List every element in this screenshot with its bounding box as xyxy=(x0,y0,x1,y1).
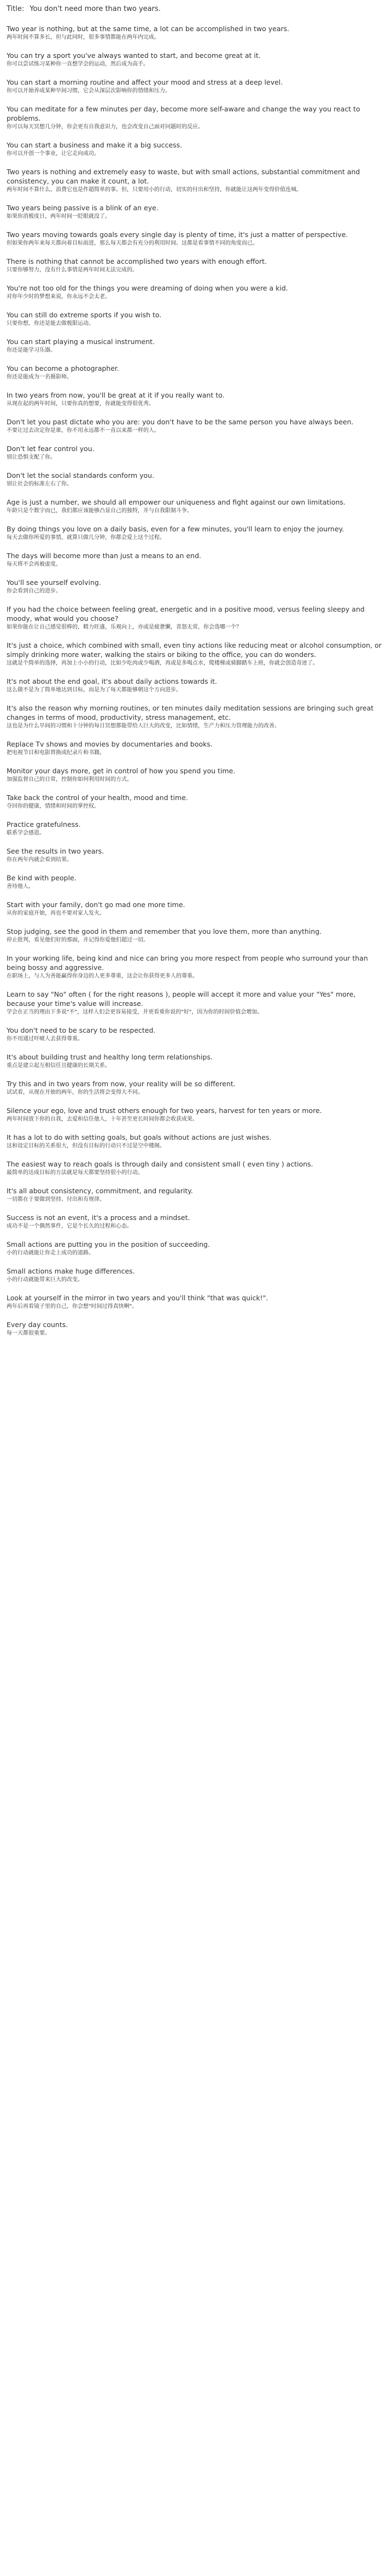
english-sentence: Don't let fear control you. xyxy=(7,445,95,453)
english-sentence: Age is just a number, we should all empower our uniqueness and fight against our own limitations. xyxy=(7,498,346,506)
paragraph xyxy=(7,1293,385,1311)
paragraph xyxy=(7,471,385,488)
paragraph xyxy=(7,524,385,542)
paragraph xyxy=(7,310,385,328)
chinese-translation: 你可以尝试练习某种你一直想学会的运动，然后成为高手。 xyxy=(7,61,149,67)
paragraph xyxy=(7,104,385,131)
paragraph xyxy=(7,793,385,810)
english-sentence: Be kind with people. xyxy=(7,874,77,882)
english-sentence: Small actions are putting you in the position of succeeding. xyxy=(7,1240,210,1248)
paragraph xyxy=(7,444,385,461)
paragraph xyxy=(7,78,385,95)
english-sentence: If you had the choice between feeling great, energetic and in a positive mood, versus feeling sleepy and moody, what would you choose? xyxy=(7,605,365,623)
english-sentence: Don't let the social standards conform you. xyxy=(7,471,155,479)
chinese-translation: 停止批判，看见他们好的那面，并记得你爱他们超过一切。 xyxy=(7,937,149,943)
english-sentence: Replace Tv shows and movies by documentaries and books. xyxy=(7,740,213,748)
chinese-translation: 这和设定目标的关系很大，但没有目标的行动只不过是空中楼阁。 xyxy=(7,1143,165,1149)
english-sentence: Stop judging, see the good in them and remember that you love them, more than anything. xyxy=(7,927,322,935)
english-sentence: There is nothing that cannot be accomplished two years with enough effort. xyxy=(7,257,267,265)
english-sentence: The easiest way to reach goals is through daily and consistent small ( even tiny ) actions. xyxy=(7,1160,313,1168)
paragraph xyxy=(7,927,385,944)
english-sentence: You can start playing a musical instrument. xyxy=(7,337,155,346)
english-sentence: Two years is nothing and extremely easy to waste, but with small actions, substantial commitment and consistency, you can make it count, a lot. xyxy=(7,168,360,185)
english-sentence: Two year is nothing, but at the same time, a lot can be accomplished in two years. xyxy=(7,25,290,33)
english-sentence: Take back the control of your health, mood and time. xyxy=(7,793,188,802)
english-sentence: Practice gratefulness. xyxy=(7,820,81,828)
english-sentence: In your working life, being kind and nice can bring you more respect from people who surround your than being bossy and aggressive. xyxy=(7,954,368,972)
article xyxy=(7,4,385,1347)
english-sentence: Two years being passive is a blink of an eye. xyxy=(7,204,159,212)
english-sentence: Don't let you past dictate who you are: you don't have to be the same person you have always been. xyxy=(7,418,354,426)
paragraph xyxy=(7,739,385,757)
chinese-translation: 你会看到自己的进步。 xyxy=(7,588,61,594)
english-sentence: It's just a choice, which combined with small, even tiny actions like reducing meat or alcohol consumption, or simply drinking more water, walking the stairs or biking to the office, you can do wonders. xyxy=(7,641,382,659)
title-label: Title: xyxy=(7,5,25,13)
chinese-translation: 如果你消极度日，两年时间一眨眼就没了。 xyxy=(7,214,110,220)
english-sentence: It's also the reason why morning routines, or ten minutes daily meditation sessions are bringing such great changes in terms of mood, productivity, stress management, etc. xyxy=(7,704,374,721)
english-sentence: You can still do extreme sports if you wish to. xyxy=(7,311,162,319)
paragraph xyxy=(7,1026,385,1043)
paragraph xyxy=(7,677,385,694)
english-sentence: It's not about the end goal, it's about daily actions towards it. xyxy=(7,677,217,685)
paragraph xyxy=(7,551,385,569)
article-title xyxy=(7,4,385,14)
paragraph xyxy=(7,337,385,354)
chinese-translation: 只要你想，你还是能去做极限运动。 xyxy=(7,321,94,327)
english-sentence: Look at yourself in the mirror in two years and you'll think "that was quick!". xyxy=(7,1294,268,1302)
english-sentence: Learn to say "No" often ( for the right reasons ), people will accept it more and value your "Yes" more, because your time's value will increase. xyxy=(7,990,356,1008)
paragraph xyxy=(7,1106,385,1123)
paragraph xyxy=(7,390,385,408)
paragraph xyxy=(7,1320,385,1337)
paragraph xyxy=(7,990,385,1016)
english-sentence: You can start a morning routine and affect your mood and stress at a deep level. xyxy=(7,78,283,86)
english-sentence: You can become a photographer. xyxy=(7,364,119,372)
english-sentence: Small actions make huge differences. xyxy=(7,1267,135,1275)
paragraph-list xyxy=(7,24,385,1337)
title-text: You don't need more than two years. xyxy=(30,5,161,13)
paragraph xyxy=(7,1240,385,1257)
paragraph xyxy=(7,1186,385,1204)
paragraph xyxy=(7,283,385,301)
chinese-translation: 这么做不是为了简单地达到目标，而是为了每天都能够朝这个方向进步。 xyxy=(7,687,182,693)
chinese-translation: 夺回你的健康，情绪和时间的掌控权。 xyxy=(7,803,100,809)
chinese-translation: 最简单的达成目标的方法就是每天都要坚持很小的行动。 xyxy=(7,1170,143,1176)
chinese-translation: 你可以开创一个事业，让它走向成功。 xyxy=(7,151,100,157)
chinese-translation: 不要让过去决定你是谁，你不用永远都不一直以来都一样的人。 xyxy=(7,428,160,434)
paragraph xyxy=(7,203,385,221)
english-sentence: You can start a business and make it a big success. xyxy=(7,141,183,149)
english-sentence: It's all about consistency, commitment, and regularity. xyxy=(7,1187,193,1195)
chinese-translation: 你可以开始养成某种早间习惯，它会从深层次影响你的情绪和压力。 xyxy=(7,88,171,94)
chinese-translation: 成功不是一个偶然事件，它是个长久的过程和心态。 xyxy=(7,1223,132,1229)
paragraph xyxy=(7,900,385,917)
chinese-translation: 加强监督自己的日常，控制你如何利用时间的方式。 xyxy=(7,777,132,783)
chinese-translation: 这也是为什么早间的习惯和十分钟的每日冥想都能带给人巨大的改变，比如情绪，生产力和压力管理能力的改善。 xyxy=(7,723,280,729)
chinese-translation: 在职场上，与人为善能赢得你身边的人更多尊重，这会让你获得更多人的尊重。 xyxy=(7,973,198,979)
english-sentence: You don't need to be scary to be respected. xyxy=(7,1026,156,1034)
chinese-translation: 每天将不会再被虚度。 xyxy=(7,561,61,567)
paragraph xyxy=(7,140,385,158)
paragraph xyxy=(7,846,385,864)
chinese-translation: 每一天都很重要。 xyxy=(7,1330,50,1336)
chinese-translation: 这就是个简单的选择，再加上小小的行动，比如少吃肉或少喝酒，再或是多喝点水，爬楼梯或骑脚踏车上班，你就会创造奇迹了。 xyxy=(7,660,318,666)
chinese-translation: 善待他人。 xyxy=(7,884,34,890)
chinese-translation: 但如果你两年来每天都向着目标前进，那么每天都会有充分的利用时间。这都是看事情不同的角度而已。 xyxy=(7,240,258,246)
paragraph xyxy=(7,417,385,435)
paragraph xyxy=(7,766,385,784)
english-sentence: Monitor your days more, get in control of how you spend you time. xyxy=(7,767,236,775)
english-sentence: By doing things you love on a daily basis, even for a few minutes, you'll learn to enjoy the journey. xyxy=(7,525,344,533)
paragraph xyxy=(7,24,385,42)
paragraph xyxy=(7,498,385,515)
chinese-translation: 别让恐惧支配了你。 xyxy=(7,454,56,460)
paragraph xyxy=(7,1079,385,1097)
paragraph xyxy=(7,703,385,730)
paragraph xyxy=(7,167,385,194)
chinese-translation: 重点是建立起互相信任且健康的长期关系。 xyxy=(7,1063,110,1069)
chinese-translation: 你可以每天冥想几分钟，你会更有自我意识力，也会改变自己面对问题时的反应。 xyxy=(7,124,203,130)
paragraph xyxy=(7,257,385,274)
chinese-translation: 小的行动就能带来巨大的改变。 xyxy=(7,1277,83,1283)
chinese-translation: 把电视节目和电影替换成纪录片和书籍。 xyxy=(7,750,105,756)
chinese-translation: 你在两年内就会看到结果。 xyxy=(7,857,72,863)
english-sentence: In two years from now, you'll be great at it if you really want to. xyxy=(7,391,225,399)
english-sentence: The days will become more than just a means to an end. xyxy=(7,552,201,560)
paragraph xyxy=(7,954,385,980)
paragraph xyxy=(7,873,385,891)
chinese-translation: 如果你能在让自己感觉很棒的，精力旺盛，乐观向上，亦或是疲惫懒，喜怒无常，你会选哪一个？ xyxy=(7,624,242,630)
paragraph xyxy=(7,605,385,631)
chinese-translation: 你还是能成为一名摄影师。 xyxy=(7,374,72,380)
english-sentence: Two years moving towards goals every single day is plenty of time, it's just a matter of perspective. xyxy=(7,230,348,239)
chinese-translation: 两年时间不算多长，但与此同时，很多事情都能在两年内完成。 xyxy=(7,34,160,40)
chinese-translation: 从现在起的两年时间，只要你真的想要，你就能变得很优秀。 xyxy=(7,401,154,407)
paragraph xyxy=(7,230,385,247)
paragraph xyxy=(7,1159,385,1177)
chinese-translation: 你还是能学习乐器。 xyxy=(7,347,56,353)
chinese-translation: 两年时间放下你的自我，去爱和信任他人，十年甚至更长时间你都会收获成果。 xyxy=(7,1116,198,1122)
english-sentence: Try this and in two years from now, your reality will be so different. xyxy=(7,1080,236,1088)
paragraph xyxy=(7,1213,385,1230)
chinese-translation: 对你年少时的梦想来说，你永远不会太老。 xyxy=(7,294,110,300)
chinese-translation: 年龄只是个数字而已，我们都应该能够凸显自己的独特，并与自我限制斗争。 xyxy=(7,508,192,514)
english-sentence: See the results in two years. xyxy=(7,847,104,855)
chinese-translation: 两年后再看镜子里的自己，你会想"时间过得真快啊"。 xyxy=(7,1304,138,1310)
english-sentence: It has a lot to do with setting goals, but goals without actions are just wishes. xyxy=(7,1133,272,1141)
paragraph xyxy=(7,1052,385,1070)
paragraph xyxy=(7,578,385,595)
chinese-translation: 联系学会感恩。 xyxy=(7,830,45,836)
chinese-translation: 试试看，从现在开始的两年，你的生活将会变得大不同。 xyxy=(7,1089,143,1095)
paragraph xyxy=(7,1266,385,1284)
chinese-translation: 学会在正当的理由下多说"不"，这样人们会更容易接受，并更看重你说的"好"，因为你的时间价值会增加。 xyxy=(7,1009,263,1015)
english-sentence: You can try a sport you've always wanted to start, and become great at it. xyxy=(7,51,261,60)
paragraph xyxy=(7,51,385,68)
chinese-translation: 每天去做你所爱的事情，就算只做几分钟，你都会爱上这个过程。 xyxy=(7,535,165,541)
paragraph xyxy=(7,364,385,381)
english-sentence: Start with your family, don't go mad one more time. xyxy=(7,901,185,909)
paragraph xyxy=(7,1133,385,1150)
english-sentence: You're not too old for the things you were dreaming of doing when you were a kid. xyxy=(7,284,288,292)
english-sentence: Silence your ego, love and trust others enough for two years, harvest for ten years or more. xyxy=(7,1106,322,1115)
chinese-translation: 只要你够努力，没有什么事情是两年时间无法完成的。 xyxy=(7,267,138,273)
english-sentence: Success is not an event, it's a process and a mindset. xyxy=(7,1213,190,1222)
english-sentence: You can meditate for a few minutes per day, become more self-aware and change the way you react to problems. xyxy=(7,105,360,122)
chinese-translation: 小的行动就能让你走上成功的道路。 xyxy=(7,1250,94,1256)
paragraph xyxy=(7,641,385,667)
chinese-translation: 你不用通过吓唬人去获得尊重。 xyxy=(7,1036,83,1042)
english-sentence: Every day counts. xyxy=(7,1320,68,1329)
chinese-translation: 别让社会的标准左右了你。 xyxy=(7,481,72,487)
chinese-translation: 一切都在于要做到坚持、付出和有规律。 xyxy=(7,1197,105,1203)
paragraph xyxy=(7,820,385,837)
chinese-translation: 从你的家庭开始，再也不要对家人发火。 xyxy=(7,910,105,916)
english-sentence: You'll see yourself evolving. xyxy=(7,578,101,587)
chinese-translation: 两年时间不算什么，浪费它也是件超简单的事。但，只要用小的行动，切实的付出和坚持，你就能让这两年变得价值连城。 xyxy=(7,187,302,193)
english-sentence: It's about building trust and healthy long term relationships. xyxy=(7,1053,213,1061)
